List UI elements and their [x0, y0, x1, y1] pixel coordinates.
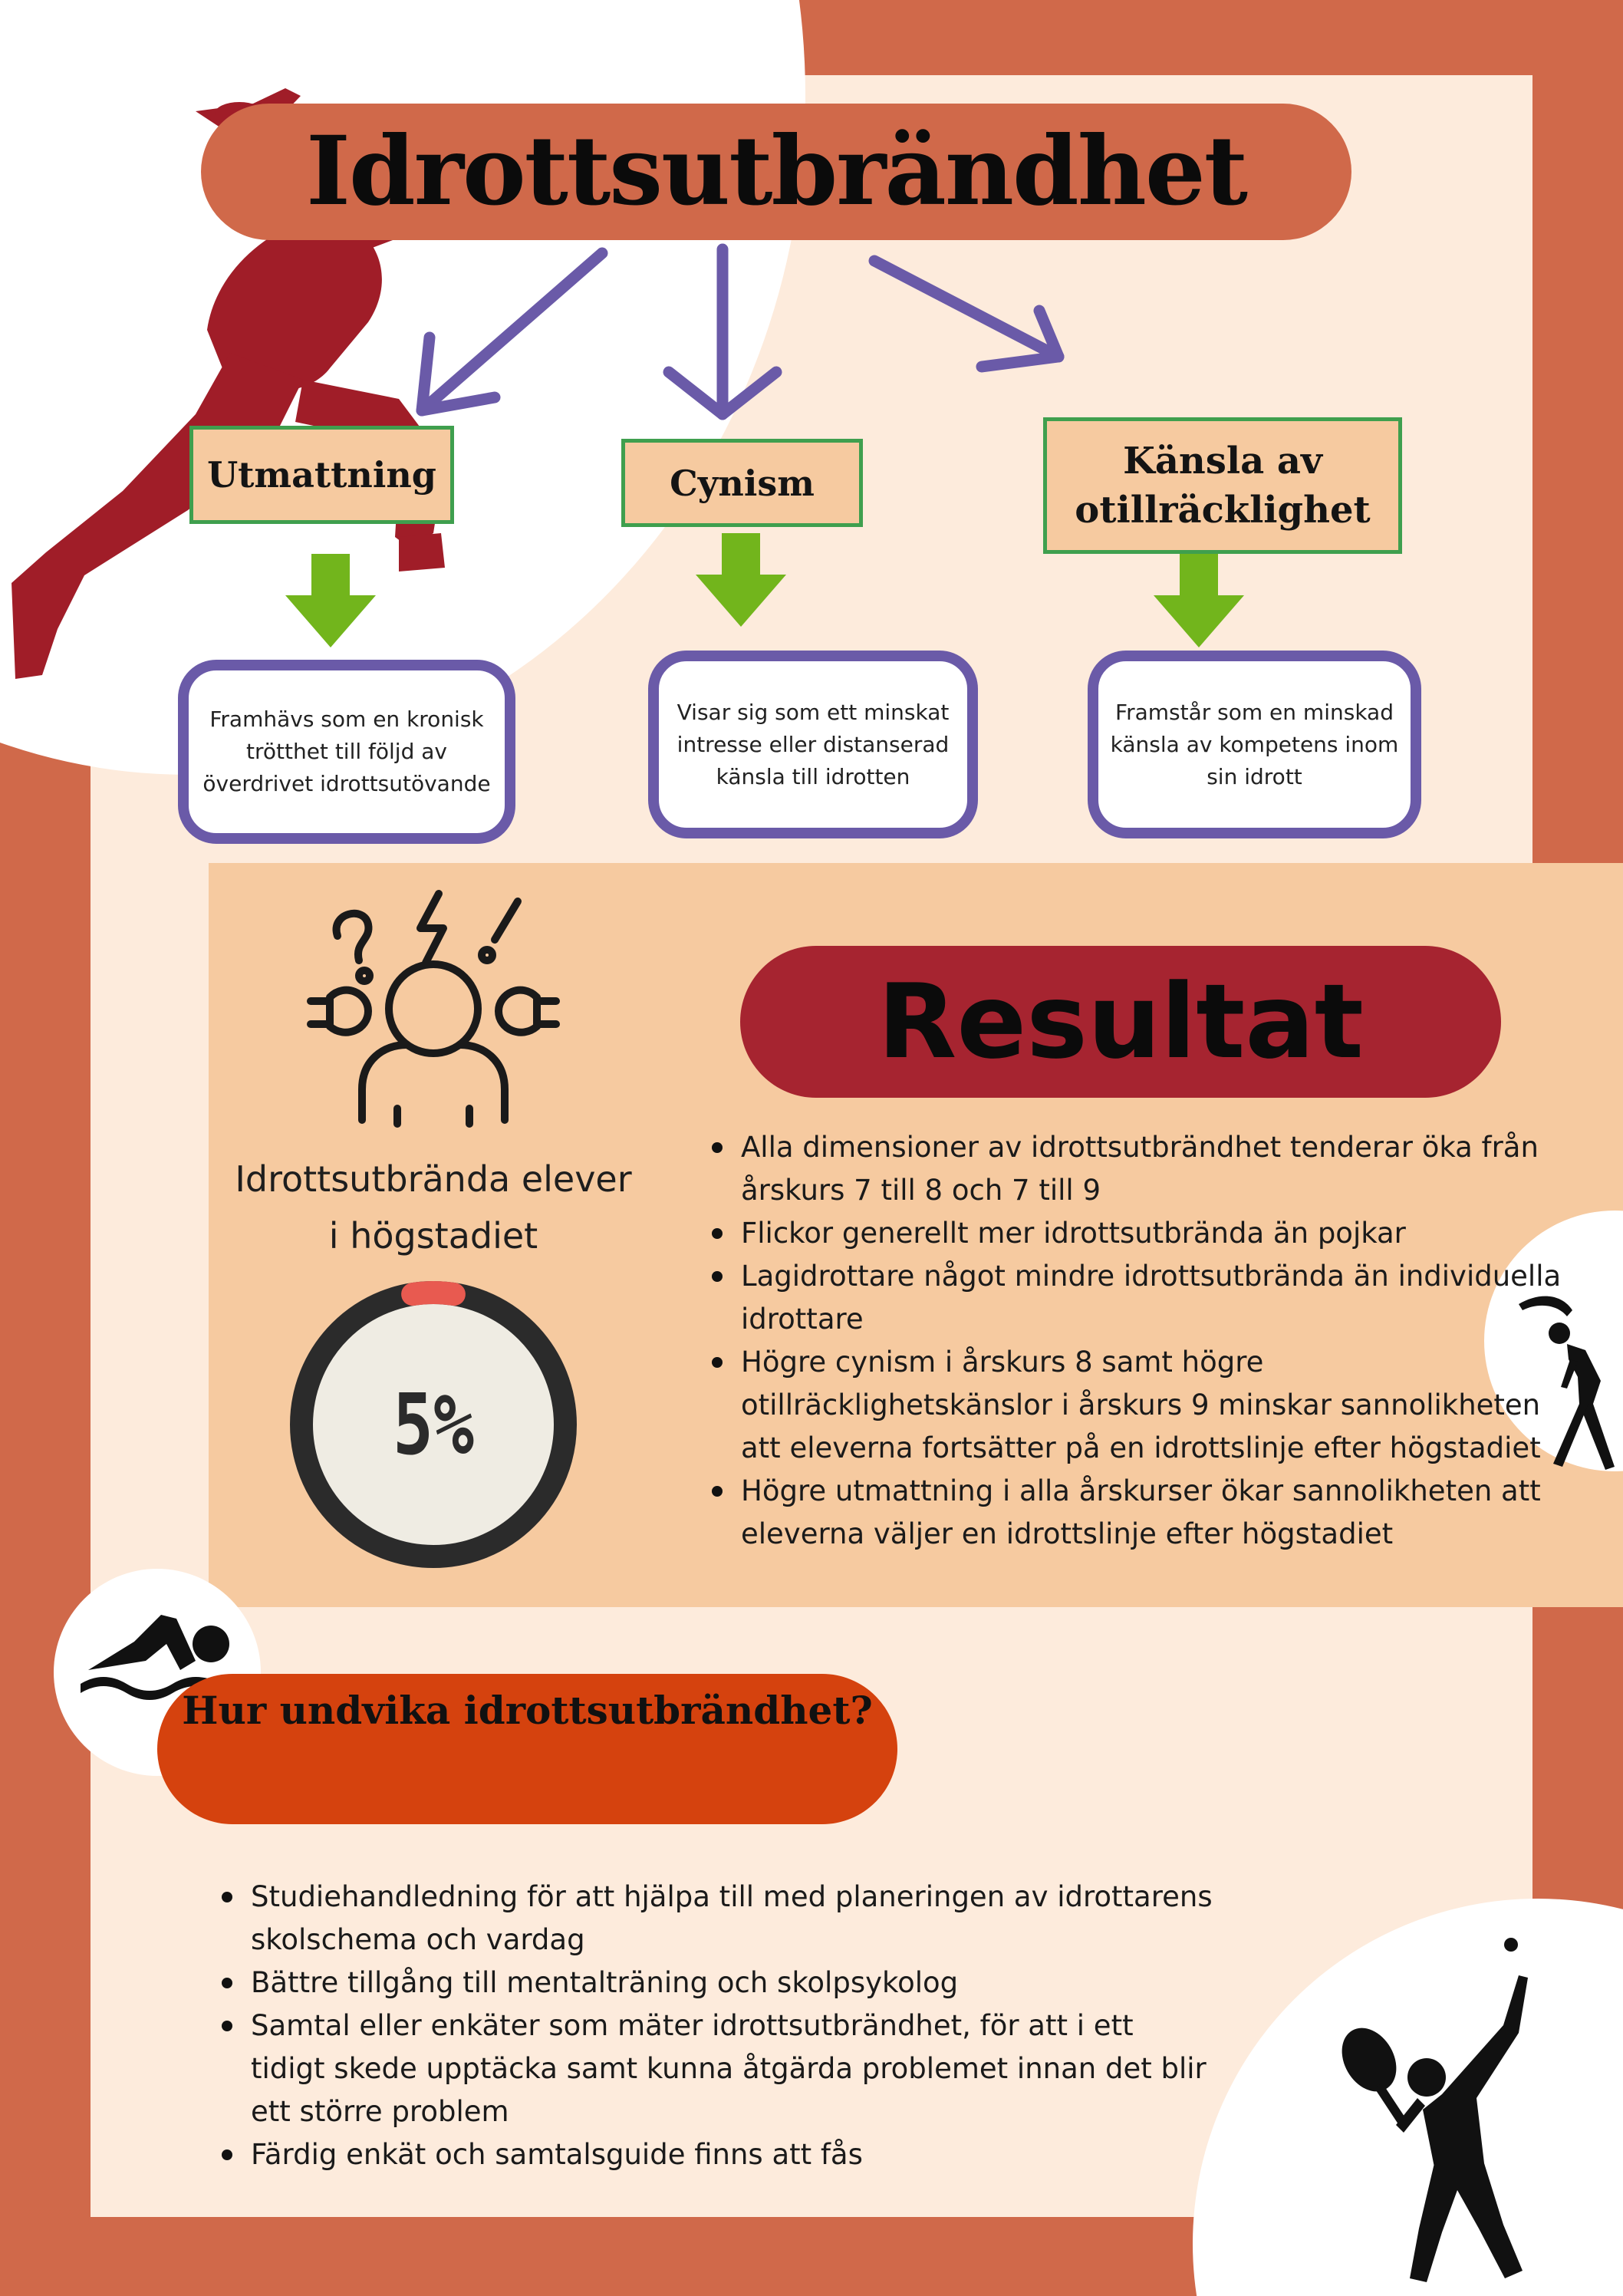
dimension-label: Cynism [670, 462, 815, 504]
results-item: Flickor generellt mer idrottsutbrända än pojkar [709, 1212, 1568, 1255]
green-arrow-icon [1154, 554, 1244, 647]
results-item: Högre cynism i årskurs 8 samt högre otillräcklighetskänslor i årskurs 9 minskar sannolikheten att eleverna fortsätter på en idrottslinje efter högstadiet [709, 1341, 1568, 1470]
purple-arrows [399, 230, 1089, 430]
dimension-box-utmattning [189, 426, 454, 524]
dimension-box-cynism [621, 439, 863, 527]
dimension-description-box [178, 660, 515, 844]
results-list [709, 1126, 1568, 1556]
page-title: Idrottsutbrändhet [305, 116, 1247, 227]
prevention-item: Färdig enkät och samtalsguide finns att fås [219, 2133, 1216, 2176]
dimension-box-kansla [1043, 417, 1402, 554]
stat-value: 5% [393, 1375, 474, 1474]
purple-arrow-icon [874, 261, 1058, 367]
dimension-description-box [1088, 651, 1421, 838]
dimension-label: Känsla av otillräcklighet [1075, 440, 1371, 532]
dimension-description: Framstår som en minskad känsla av kompetens inom sin idrott [1110, 699, 1399, 789]
purple-arrow-icon [669, 249, 776, 414]
purple-arrow-icon [422, 253, 602, 410]
stretching-person-icon [1515, 1289, 1622, 1473]
prevention-item: Samtal eller enkäter som mäter idrottsutbrändhet, för att i ett tidigt skede upptäcka samt kunna åtgärda problemet innan det blir ett större problem [219, 2004, 1216, 2133]
dimension-description-box [648, 651, 978, 838]
tennis-player-icon [1327, 1933, 1557, 2294]
dimension-description: Framhävs som en kronisk trötthet till följd av överdrivet idrottsutövande [202, 707, 491, 796]
prevention-title: Hur undvika idrottsutbrändhet? [182, 1688, 873, 1733]
green-arrow-icon [696, 533, 786, 627]
prevention-list [219, 1876, 1216, 2176]
results-item: Högre utmattning i alla årskurser ökar sannolikheten att eleverna väljer en idrottslinje efter högstadiet [709, 1470, 1568, 1556]
dimension-description: Visar sig som ett minskat intresse eller distanserad känsla till idrotten [677, 699, 950, 789]
results-item: Lagidrottare något mindre idrottsutbrända än individuella idrottare [709, 1255, 1568, 1341]
green-arrow-icon [285, 554, 376, 647]
results-title: Resultat [877, 962, 1364, 1082]
dimension-label: Utmattning [207, 454, 436, 496]
results-item: Alla dimensioner av idrottsutbrändhet tenderar öka från årskurs 7 till 8 och 7 till 9 [709, 1126, 1568, 1212]
stressed-person-icon [307, 882, 560, 1135]
prevention-item: Bättre tillgång till mentalträning och skolpsykolog [219, 1962, 1216, 2004]
prevention-item: Studiehandledning för att hjälpa till med planeringen av idrottarens skolschema och vardag [219, 1876, 1216, 1962]
stat-label: Idrottsutbrända elever i högstadiet [235, 1158, 632, 1257]
